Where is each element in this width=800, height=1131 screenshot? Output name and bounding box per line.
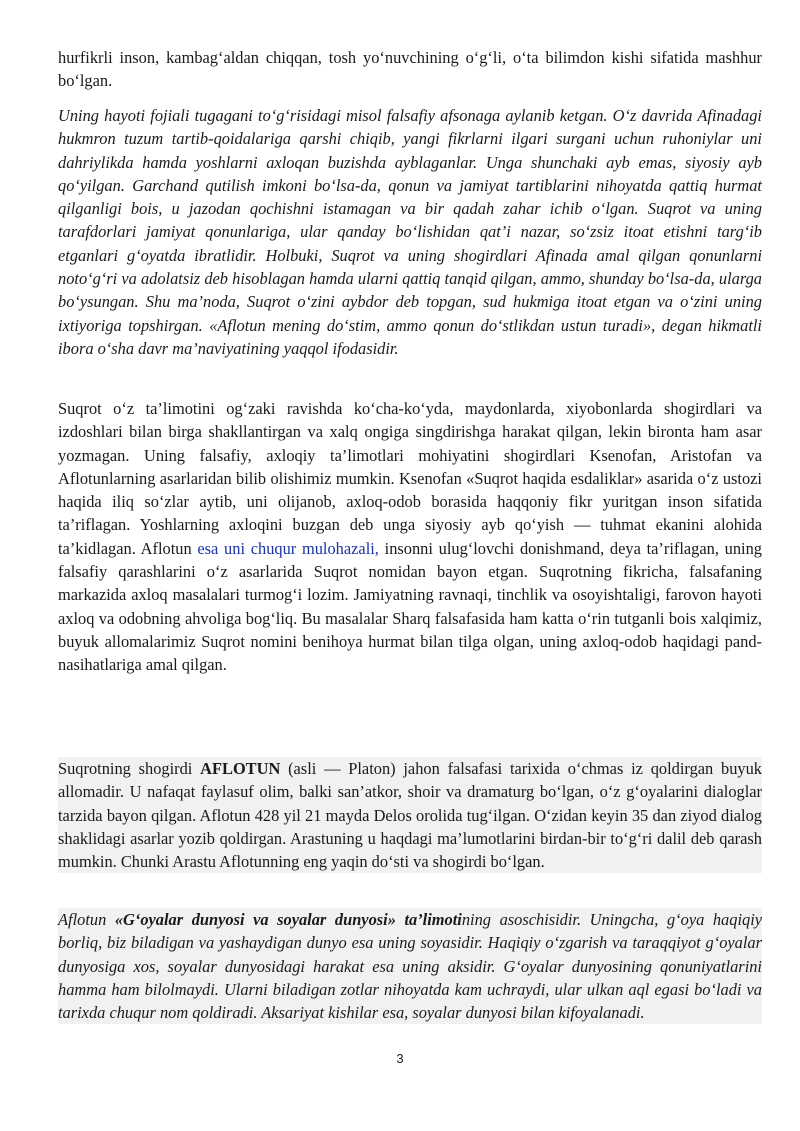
paragraph-text: insonni ulug‘lovchi donishmand, deya ta’riflagan, uning falsafiy qarashlarini o‘z asarlarida Suqrot nomidan bayon etgan. Suqrotning fikricha, falsafaning markazida axloq masalalari turmog‘i lozim. Jamiyatning ravnaqi, tinchlik va osoyishtaligi, farovon hayoti axloq va odobning ahvoliga bog‘liq. Bu masalalar Sharq falsafasida ham katta o‘rin tutganli bois xalqimiz, buyuk allomalarimiz Suqrot nomini benihoya hurmat bilan tilga olgan, uning axloq-odob haqidagi pand-nasihatlariga amal qilgan. — [58, 538, 762, 675]
page-number: 3 — [396, 1051, 404, 1066]
bold-term-theory: «G‘oyalar dunyosi va soyalar dunyosi» ta’limoti — [114, 910, 462, 929]
paragraph-aflotun-intro — [58, 757, 762, 873]
paragraph-text: (asli — Platon) jahon falsafasi tarixida o‘chmas iz qoldirgan buyuk allomadir. U nafaqat faylasuf olim, balki san’atkor, shoir va dramaturg bo‘lgan, o‘z g‘oyalarini dialoglar tarzida bayon qilgan. Aflotun 428 yil 21 mayda Delos orolida tug‘ilgan. O‘zidan keyin 35 dan ziyod dialog shaklidagi asarlar yozib qoldirgan. Arastuning u haqdagi ma’lumotlarini birdan-bir to‘g‘ri dalil deb qarash mumkin. Chunki Arastu Aflotunning eng yaqin do‘sti va shogirdi bo‘lgan. — [58, 759, 763, 872]
paragraph-text: Suqrotning shogirdi — [58, 759, 201, 778]
paragraph-text: hurfikrli inson, kambag‘aldan chiqqan, tosh yo‘nuvchining o‘g‘li, o‘ta bilimdon kishi sifatida mashhur bo‘lgan. — [58, 48, 762, 91]
paragraph-text: ning asoschisidir. Uningcha, g‘oya haqiqiy borliq, biz biladigan va yashaydigan dunyo esa uning soyasidir. Haqiqiy o‘zgarish va taraqqiyot g‘oyalar dunyosiga xos, soyalar dunyosidagi harakat esa uning aksidir. G‘oyalar dunyosining qonuniyatlarini hamma ham bilolmaydi. Ularni biladigan zotlar nihoyatda kam uchraydi, ular ulkan aql egasi bo‘ladi va tarixda chuqur nom qoldiradi. Aksariyat kishilar esa, soyalar dunyosi bilan kifoyalanadi. — [58, 910, 763, 1023]
paragraph-socrates-death — [58, 104, 762, 360]
paragraph-text: Uning hayoti fojiali tugagani to‘g‘risidagi misol falsafiy afsonaga aylanib ketgan. O‘z davrida Afinadagi hukmron tuzum tartib-qoidalariga qarshi chiqib, yangi fikrlarni ilgari surgani uchun ruhoniylar uni dahriylikda hamda yoshlarni axloqan buzishda ayblaganlar. Unga shunchaki ayb emas, siyosiy ayb qo‘yilgan. Garchand qutilish imkoni bo‘lsa-da, qonun va jamiyat tartiblarini nihoyatda qattiq hurmat qilganligi bois, u jazodan qochishni istamagan va bir qadah zahar ichib o‘lgan. Suqrot va uning tarafdorlari jamiyat qonunlariga, ular qanday bo‘lishidan qat’i nazar, so‘zsiz itoat etishni targ‘ib etganlari g‘oyatda ibratlidir. Holbuki, Suqrot va uning shogirdlari Afinada amal qilgan qonunlarni noto‘g‘ri va adolatsiz deb hisoblagan hamda ularni qattiq tanqid qilgan, ammo, shunday bo‘lsa-da, ularga bo‘ysungan. Shu ma’noda, Suqrot o‘zini aybdor deb topgan, sud hukmiga itoat etgan va o‘zini uning ixtiyoriga topshirgan. «Aflotun mening do‘stim, ammo qonun do‘stlikdan ustun turadi», degan hikmatli ibora o‘sha davr ma’naviyatining yaqqol ifodasidir. — [58, 106, 762, 358]
paragraph-socrates-teaching — [58, 397, 762, 677]
paragraph-intro-continuation — [58, 46, 762, 93]
highlighted-phrase: esa uni chuqur mulohazali, — [197, 538, 379, 558]
paragraph-text: Suqrot o‘z ta’limotini og‘zaki ravishda ko‘cha-ko‘yda, maydonlarda, xiyobonlarda shogirdlari va izdoshlari bilan birga shakllantirgan va xalq ongiga singdirishga harakat qilgan, lekin bironta ham asar yozmagan. Uning falsafiy, axloqiy ta’limotlari mohiyatini shogirdlari Ksenofan, Aristofan va Aflotunlarning asarlaridan bilib olishimiz mumkin. Ksenofan «Suqrot haqida esdaliklar» asarida o‘z ustozi haqida iliq so‘zlar aytib, uni olijanob, axloq-odob borasida haqqoniy fikr yuritgan inson sifatida ta’riflagan. Yoshlarning axloqini buzgan deb unga siyosiy ayb qo‘yish — tuhmat ekanini alohida ta’kidlagan. Aflotun — [58, 399, 762, 558]
paragraph-text: Aflotun — [58, 910, 115, 929]
paragraph-ideas-world — [58, 908, 762, 1024]
bold-term-aflotun: AFLOTUN — [200, 759, 281, 778]
